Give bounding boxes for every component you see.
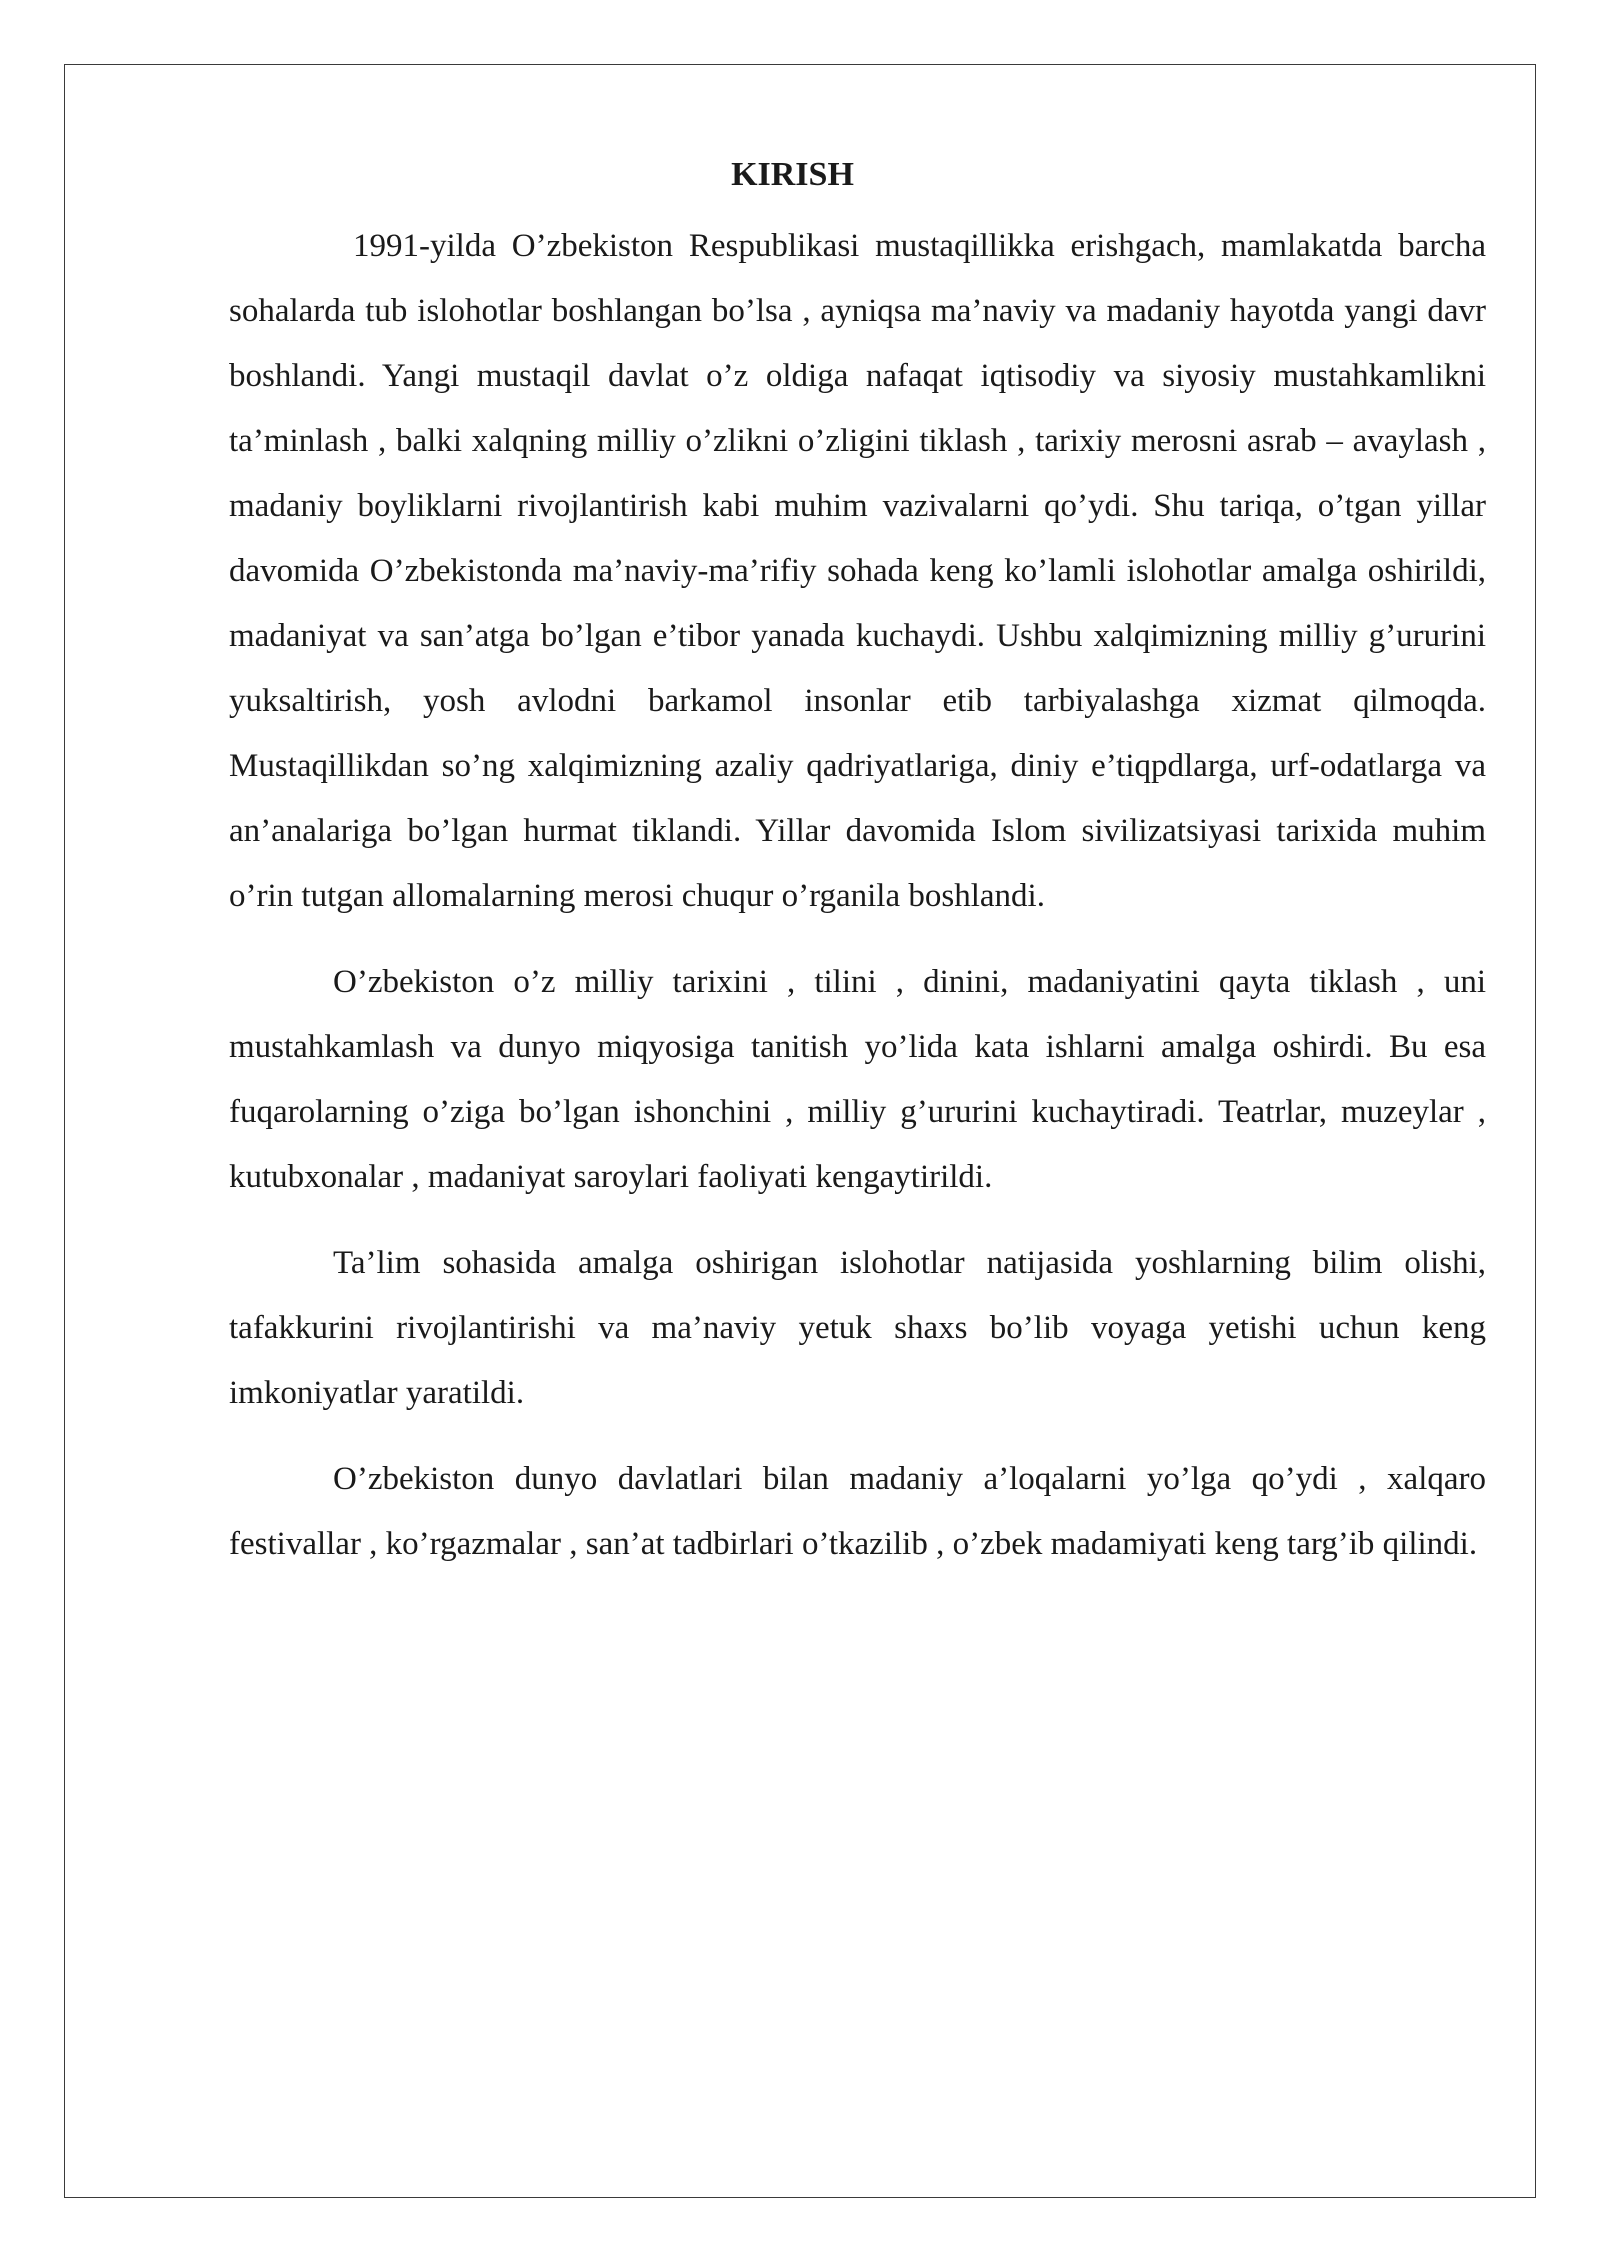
paragraph-1: 1991-yilda O’zbekiston Respublikasi mustaqillikka erishgach, mamlakatda barcha sohalarda tub islohotlar boshlangan bo’lsa , ayniqsa ma’naviy va madaniy hayotda yangi davr boshlandi. Yangi mustaqil davlat o’z oldiga nafaqat iqtisodiy va siyosiy mustahkamlikni ta’minlash , balki xalqning milliy o’zlikni o’zligini tiklash , tarixiy merosni asrab – avaylash , madaniy boyliklarni rivojlantirish kabi muhim vazivalarni qo’ydi. Shu tariqa, o’tgan yillar davomida O’zbekistonda ma’naviy-ma’rifiy sohada keng ko’lamli islohotlar amalga oshirildi, madaniyat va san’atga bo’lgan e’tibor yanada kuchaydi. Ushbu xalqimizning milliy g’ururini yuksaltirish, yosh avlodni barkamol insonlar etib tarbiyalashga xizmat qilmoqda. Mustaqillikdan so’ng xalqimizning azaliy qadriyatlariga, diniy e’tiqpdlarga, urf-odatlarga va an’analariga bo’lgan hurmat tiklandi. Yillar davomida Islom sivilizatsiyasi tarixida muhim o’rin tutgan allomalarning merosi chuqur o’rganila boshlandi. [229, 228, 1486, 914]
document-title: KIRISH [731, 156, 854, 193]
paragraph-2: O’zbekiston o’z milliy tarixini , tilini , dinini, madaniyatini qayta tiklash , uni mustahkamlash va dunyo miqyosiga tanitish yo’lida kata ishlarni amalga oshirdi. Bu esa fuqarolarning o’ziga bo’lgan ishonchini , milliy g’ururini kuchaytiradi. Teatrlar, muzeylar , kutubxonalar , madaniyat saroylari faoliyati kengaytirildi. [229, 964, 1486, 1195]
paragraph-3: Ta’lim sohasida amalga oshirigan islohotlar natijasida yoshlarning bilim olishi, tafakkurini rivojlantirishi va ma’naviy yetuk shaxs bo’lib voyaga yetishi uchun keng imkoniyatlar yaratildi. [229, 1245, 1486, 1411]
document-body [229, 150, 1486, 1598]
paragraph-4: O’zbekiston dunyo davlatlari bilan madaniy a’loqalarni yo’lga qo’ydi , xalqaro festivallar , ko’rgazmalar , san’at tadbirlari o’tkazilib , o’zbek madamiyati keng targ’ib qilindi. [229, 1461, 1486, 1562]
